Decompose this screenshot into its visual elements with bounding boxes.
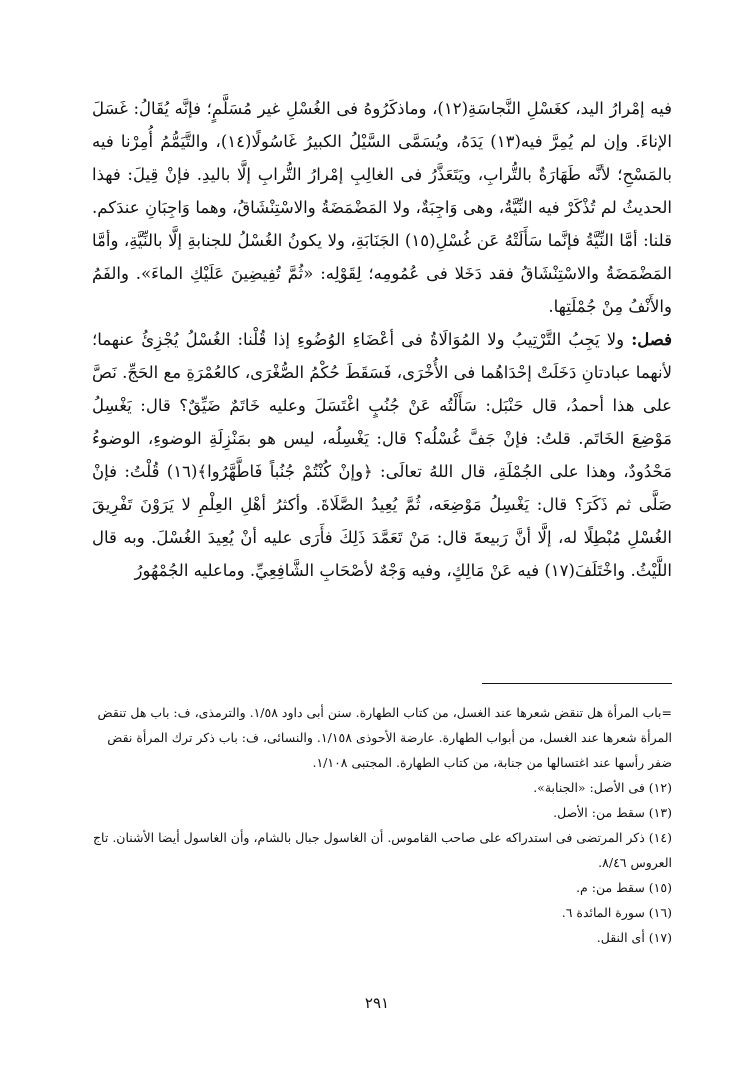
- paragraph-1: فيه إمْرارُ اليد، كغَسْلِ النَّجاسَةِ(١٢)، وماذكَرُوهُ فى الغُسْلِ غير مُسَلَّمٍ؛ فإنَّه يُقَالُ: غَسَلَ الإناءَ. وإن لم يُمِرَّ فيه(١٣) يَدَهُ، ويُسَمَّى السَّيْلُ الكبيرُ غَاسُولًا(١٤)، والتَّيَمُّمُ أُمِرْنا فيه بالمَسْحِ؛ لأنَّه طَهَارَةٌ بالتُّرابِ، ويَتَعَذَّرُ فى الغالِبِ إمْرارُ التُّرابِ إلَّا باليدِ. فإنْ قِيلَ: فهذا الحديثُ لم تُذْكَرْ فيه النِّيَّةُ، وهى وَاجِبَةٌ، ولا المَضْمَضَةُ والاسْتِنْشَاقُ، وهما وَاجِبَانِ عندَكم. قلنا: أمَّا النِّيَّةُ فإنَّما سَأَلَتْهُ عَن غُسْلِ(١٥) الجَنَابَةِ، ولا يكونُ الغُسْلُ للجنابةِ إلَّا بالنِّيَّةِ، وأمَّا المَضْمَضَةُ والاسْتِنْشَاقُ فقد دَخَلا فى عُمُومِه؛ لِقَوْلِه: «ثُمَّ تُفِيضِينَ عَلَيْكِ الماءَ». والفَمُ والأَنْفُ مِنْ جُمْلَتِها.: [92, 99, 673, 316]
- footnote-12: (١٢) فى الأصل: «الجنابة».: [533, 780, 672, 795]
- paragraph-2-text: ولا يَجِبُ التَّرْتِيبُ ولا المُوَالَاةُ فى أعْضَاءِ الوُضُوءِ إذا قُلْنا: الغُسْلُ يُجْزِئُ عنهما؛ لأنهما عبادتانِ دَخَلَتْ إحْدَاهُما فى الأُخْرَى، فَسَقَطَ حُكْمُ الصُّغْرَى، كالعُمْرَةِ مع الحَجِّ. نَصَّ على هذا أحمدُ، قال حَنْبَل: سَأَلْتُه عَنْ جُنُبٍ اغْتَسَلَ وعليه خَاتَمٌ ضَيِّقٌ؟ قال: يَغْسِلُ مَوْضِعَ الخَاتَم. قلتُ: فإنْ جَفَّ غُسْلُه؟ قال: يَغْسِلُه، ليس هو بمَنْزِلَةِ الوضوءِ، الوضوءُ مَحْدُودٌ، وهذا على الجُمْلَةِ، قال اللهُ تعالَى: ﴿وإنْ كُنْتُمْ جُنُباً فَاطَّهَّرُوا﴾(١٦) قُلْتُ: فإنْ صَلَّى ثم ذَكَرَ؟ قال: يَغْسِلُ مَوْضِعَه، ثُمَّ يُعِيدُ الصَّلَاةَ. وأكثرُ أهْلِ العِلْمِ لا يَرَوْنَ تَفْرِيقَ الغُسْلِ مُبْطِلًا له، إلَّا أنَّ رَبيعةَ قال: مَنْ تَعَمَّدَ ذَلِكَ فأَرَى عليه أنْ يُعِيدَ الغُسْلَ. وبه قال اللَّيْثُ. واخْتَلَفَ(١٧) فيه عَنْ مَالِكٍ، وفيه وَجْهٌ لأصْحَابِ الشَّافِعِيِّ. وماعليه الجُمْهُورُ: [92, 330, 672, 580]
- paragraph-fasl: [92, 323, 672, 587]
- section-label-fasl: فصل:: [631, 330, 672, 349]
- footnote-15: (١٥) سقط من: م.: [576, 880, 672, 895]
- footnotes: [92, 700, 672, 950]
- footnote-17: (١٧) أى النقل.: [596, 930, 672, 945]
- main-text: [92, 92, 672, 587]
- footnote-14: (١٤) ذكر المرتضى فى استدراكه على صاحب القاموس. أن الغاسول جبال بالشام، وأن الغاسول أيضا الأشنان. تاج العروس ٨/٤٦.: [92, 830, 672, 870]
- footnote-continuation: =باب المرأة هل تنقض شعرها عند الغسل، من كتاب الطهارة. سنن أبى داود ١/٥٨. والترمذى، ف: باب هل تنقض المرأة شعرها عند الغسل، من أبواب الطهارة. عارضة الأحوذى ١/١٥٨. والنسائى، ف: باب ذكر ترك المرأة نقض ضفر رأسها عند اغتسالها من جنابة، من كتاب الطهارة. المجتبى ١/١٠٨.: [97, 705, 672, 770]
- footnote-16: (١٦) سورة المائدة ٦.: [561, 905, 672, 920]
- footnote-separator: [482, 683, 672, 684]
- page-number: ٢٩١: [364, 994, 390, 1012]
- footnote-13: (١٣) سقط من: الأصل.: [553, 805, 672, 820]
